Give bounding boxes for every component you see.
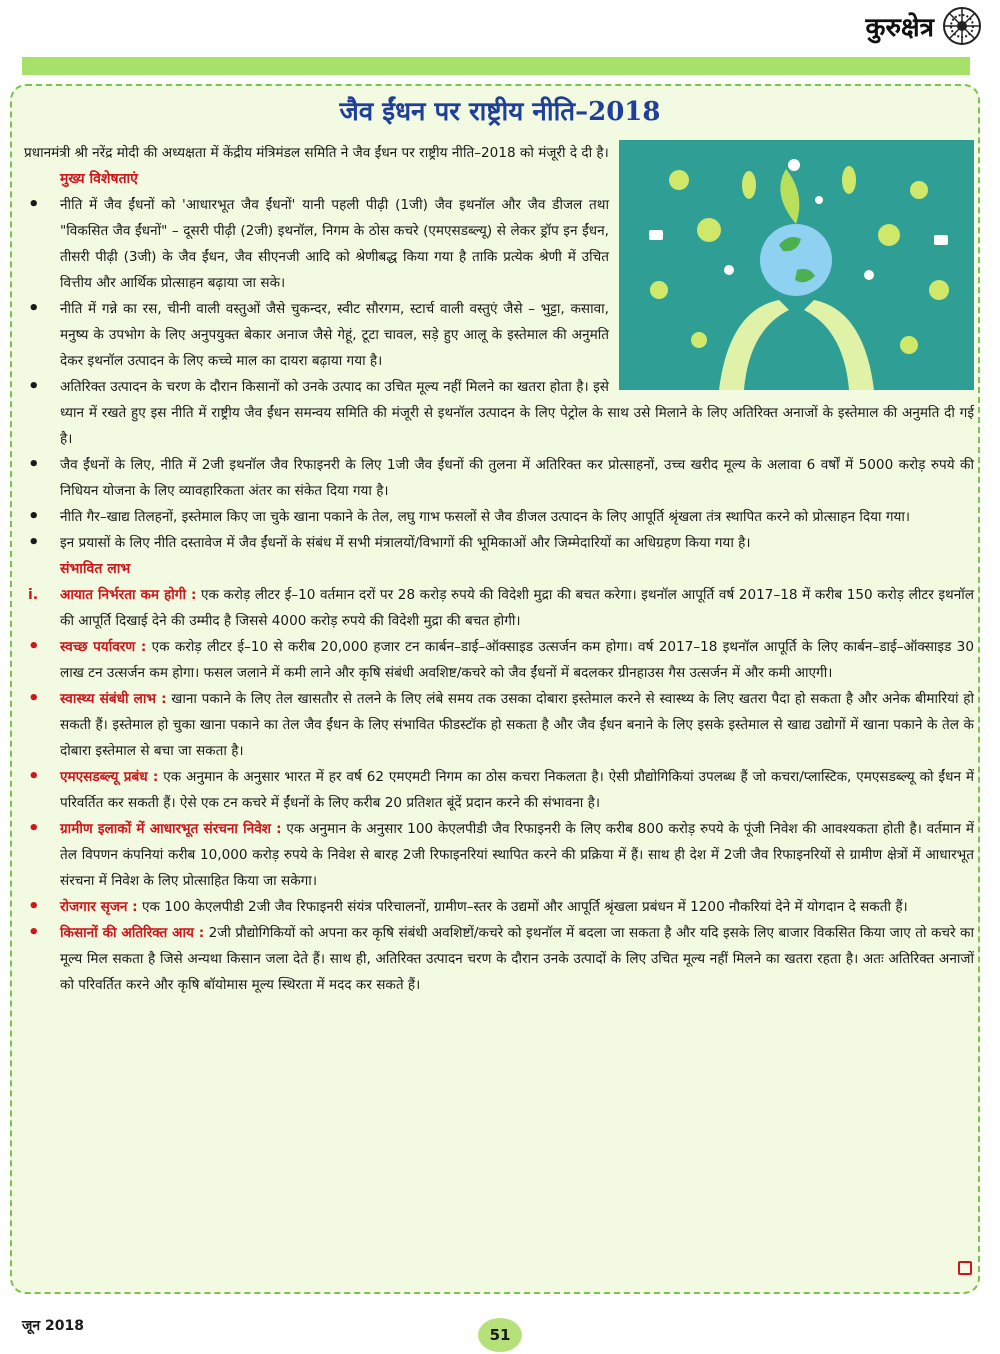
article-title: जैव ईंधन पर राष्ट्रीय नीति–2018 (339, 97, 661, 127)
list-item: • जैव ईंधनों के लिए, नीति में 2जी इथनॉल जैव रिफाइनरी के लिए 1जी जैव ईंधनों की तुलना में अतिरिक्त कर प्रोत्साहनों, उच्च खरीद मूल्य के अलावा 6 वर्षों में 5000 करोड़ रुपये की निधियन योजना के लिए व्यावहारिकता अंतर का संकेत दिया गया है। (28, 454, 974, 499)
wheel-seal-icon (942, 6, 982, 46)
list-item: • नीति में गन्ने का रस, चीनी वाली वस्तुओं जैसे चुकन्दर, स्वीट सौरगम, स्टार्च वाली वस्तुएं जैसे – भुट्टा, कसावा, मनुष्य के उपभोग के लिए अनुपयुक्त बेकार अनाज जैसे गेहूं, टूटा चावल, सड़े हुए आलू के इस्तेमाल की अनुमति देकर इथनॉल उत्पादन के लिए कच्चे माल का दायरा बढ़ाया गया है। (28, 298, 609, 369)
list-item: • ग्रामीण इलाकों में आधारभूत संरचना निवेश : एक अनुमान के अनुसार 100 केएलपीडी जैव रिफाइनरी के लिए करीब 800 करोड़ रुपये के पूंजी निवेश की आवश्यकता होती है। वर्तमान में तेल विपणन कंपनियां करीब 10,000 करोड़ रुपये के निवेश से बारह 2जी रिफाइनरियां स्थापित करने की प्रक्रिया में हैं। साथ ही देश में 2जी जैव रिफाइनरियों से ग्रामीण क्षेत्रों में आधारभूत संरचना में निवेश के लिए प्रोत्साहित किया जा सकेगा। (28, 818, 975, 889)
issue-date: जून 2018 (22, 1318, 84, 1334)
list-item: i. आयात निर्भरता कम होगी : एक करोड़ लीटर ई–10 वर्तमान दरों पर 28 करोड़ रुपये की विदेशी मुद्रा की बचत करेगा। इथनॉल आपूर्ति वर्ष 2017–18 में करीब 150 करोड़ लीटर इथनॉल की आपूर्ति दिखाई देने की उम्मीद है जिससे 4000 करोड़ रुपये की विदेशी मुद्रा की बचत होगी। (28, 587, 974, 629)
list-item: • नीति में जैव ईंधनों को 'आधारभूत जैव ईंधनों' यानी पहली पीढ़ी (1जी) जैव इथनॉल और जैव डीजल तथा "विकसित जैव ईंधनों" – दूसरी पीढ़ी (2जी) इथनॉल, निगम के ठोस कचरे (एमएसडब्ल्यू) से लेकर ड्रॉप इन ईंधन, तीसरी पीढ़ी (3जी) के जैव ईंधन, जैव सीएनजी आदि को श्रेणीबद्ध किया गया है ताकि प्रत्येक श्रेणी में उचित वित्तीय और आर्थिक प्रोत्साहन बढ़ाया जा सके। (28, 194, 609, 291)
end-of-article-icon (958, 1261, 972, 1275)
features-list (24, 192, 974, 556)
header-bar (22, 57, 970, 75)
list-item: • स्वच्छ पर्यावरण : एक करोड़ लीटर ई–10 से करीब 20,000 हजार टन कार्बन–डाई–ऑक्साइड उत्सर्जन कम होगा। वर्ष 2017–18 इथनॉल आपूर्ति के लिए कार्बन–डाई–ऑक्साइड 30 लाख टन उत्सर्जन कम होगा। फसल जलाने में कमी लाने और कृषि संबंधी अवशिष्ट/कचरे को जैव ईंधनों में बदलकर ग्रीनहाउस गैस उत्सर्जन में और कमी आएगी। (28, 636, 974, 681)
masthead-title: कुरुक्षेत्र (865, 13, 934, 43)
list-item: • किसानों की अतिरिक्त आय : 2जी प्रौद्योगिकियों को अपना कर कृषि संबंधी अवशिष्टों/कचरे को इथनॉल में बदला जा सकता है और यदि इसके लिए बाजार विकसित किया जाए तो कचरे का मूल्य मिल सकता है जिसे अन्यथा किसान जला देते हैं। साथ ही, अतिरिक्त उत्पादन चरण के दौरान उनके उत्पादों के लिए उचित मूल्य नहीं मिलने का खतरा रहता है। अतः अतिरिक्त अनाजों को परिवर्तित करने और कृषि बॉयोमास मूल्य स्थिरता में मदद कर सकते हैं। (28, 922, 974, 993)
benefits-heading: संभावित लाभ (60, 561, 131, 577)
list-item: • अतिरिक्त उत्पादन के चरण के दौरान किसानों को उनके उत्पाद का उचित मूल्य नहीं मिलने का खतरा होता है। इसे ध्यान में रखते हुए इस नीति में राष्ट्रीय जैव ईंधन समन्वय समिति की मंजूरी से इथनॉल उत्पादन के लिए पेट्रोल के साथ उसे मिलाने के लिए अतिरिक्त अनाजों के इस्तेमाल की अनुमति दी गई है। (28, 376, 974, 447)
list-item: • स्वास्थ्य संबंधी लाभ : खाना पकाने के लिए तेल खासतौर से तलने के लिए लंबे समय तक उसका दोबारा इस्तेमाल करने से स्वास्थ्य के लिए खतरा पैदा हो सकता है और अनेक बीमारियां हो सकती हैं। इस्तेमाल हो चुका खाना पकाने का तेल जैव ईंधन के लिए संभावित फीडस्टॉक हो सकता है और जैव ईंधन बनाने के लिए इसके इस्तेमाल से खाद्य उद्योगों में खाना पकाने के तेल के दोबारा इस्तेमाल से बचा जा सकता है। (28, 688, 974, 759)
benefits-list (24, 582, 974, 998)
article-body (24, 140, 974, 998)
list-item: • नीति गैर–खाद्य तिलहनों, इस्तेमाल किए जा चुके खाना पकाने के तेल, लघु गाभ फसलों से जैव डीजल उत्पादन के लिए आपूर्ति श्रृंखला तंत्र स्थापित करने को प्रोत्साहन दिया गया। (28, 506, 911, 527)
intro-paragraph: प्रधानमंत्री श्री नरेंद्र मोदी की अध्यक्षता में केंद्रीय मंत्रिमंडल समिति ने जैव ईंधन पर राष्ट्रीय नीति–2018 को मंजूरी दे दी है। (24, 145, 609, 161)
list-item: • इन प्रयासों के लिए नीति दस्तावेज में जैव ईंधनों के संबंध में सभी मंत्रालयों/विभागों की भूमिकाओं और जिम्मेदारियों का अधिग्रहण किया गया है। (28, 532, 751, 553)
list-item: • रोजगार सृजन : एक 100 केएलपीडी 2जी जैव रिफाइनरी संयंत्र परिचालनों, ग्रामीण–स्तर के उद्यमों और आपूर्ति श्रृंखला प्रबंधन में 1200 नौकरियां देने में योगदान दे सकती हैं। (28, 896, 908, 917)
masthead (865, 6, 982, 46)
list-item: • एमएसडब्ल्यू प्रबंध : एक अनुमान के अनुसार भारत में हर वर्ष 62 एमएमटी निगम का ठोस कचरा निकलता है। ऐसी प्रौद्योगिकियां उपलब्ध हैं जो कचरा/प्लास्टिक, एमएसडब्ल्यू को ईंधन में परिवर्तित कर सकती हैं। ऐसे एक टन कचरे में ईंधनों के लिए करीब 20 प्रतिशत बूंदें प्रदान करने की संभावना है। (28, 766, 974, 811)
features-heading: मुख्य विशेषताएं (60, 171, 138, 187)
page-number: 51 (478, 1318, 522, 1352)
